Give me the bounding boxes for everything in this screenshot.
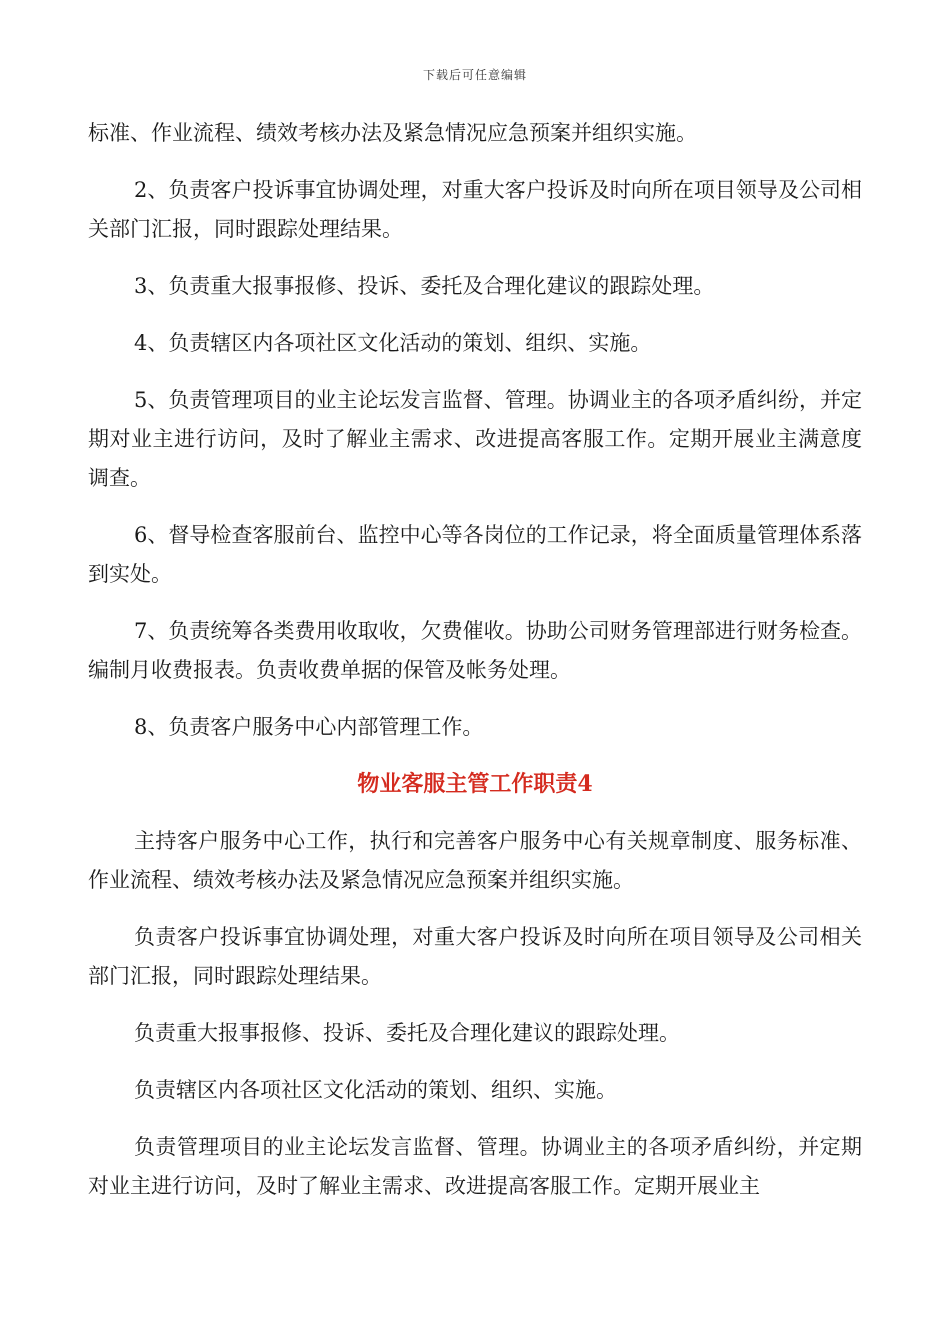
paragraph-forum: 负责管理项目的业主论坛发言监督、管理。协调业主的各项矛盾纠纷，并定期对业主进行访问，及时了解业主需求、改进提高客服工作。定期开展业主 xyxy=(88,1135,862,1198)
paragraph-item-2: 2、负责客户投诉事宜协调处理，对重大客户投诉及时向所在项目领导及公司相关部门汇报，同时跟踪处理结果。 xyxy=(88,178,862,241)
paragraph-item-3: 3、负责重大报事报修、投诉、委托及合理化建议的跟踪处理。 xyxy=(134,274,715,298)
paragraph-item-4: 4、负责辖区内各项社区文化活动的策划、组织、实施。 xyxy=(134,331,652,355)
paragraph-preside: 主持客户服务中心工作，执行和完善客户服务中心有关规章制度、服务标准、作业流程、绩效考核办法及紧急情况应急预案并组织实施。 xyxy=(88,829,862,892)
paragraph-repairs: 负责重大报事报修、投诉、委托及合理化建议的跟踪处理。 xyxy=(134,1021,680,1045)
header-note: 下载后可任意编辑 xyxy=(422,68,527,82)
paragraph-complaints: 负责客户投诉事宜协调处理，对重大客户投诉及时向所在项目领导及公司相关部门汇报，同时跟踪处理结果。 xyxy=(88,925,862,988)
paragraph-item-8: 8、负责客户服务中心内部管理工作。 xyxy=(134,715,484,739)
paragraph-continued-standards: 标准、作业流程、绩效考核办法及紧急情况应急预案并组织实施。 xyxy=(88,121,697,145)
paragraph-item-7: 7、负责统筹各类费用收取收，欠费催收。协助公司财务管理部进行财务检查。编制月收费报表。负责收费单据的保管及帐务处理。 xyxy=(88,619,862,682)
paragraph-item-6: 6、督导检查客服前台、监控中心等各岗位的工作记录，将全面质量管理体系落到实处。 xyxy=(88,523,862,586)
paragraph-activities: 负责辖区内各项社区文化活动的策划、组织、实施。 xyxy=(134,1078,617,1102)
paragraph-item-5: 5、负责管理项目的业主论坛发言监督、管理。协调业主的各项矛盾纠纷，并定期对业主进行访问，及时了解业主需求、改进提高客服工作。定期开展业主满意度调查。 xyxy=(88,388,862,490)
section-title: 物业客服主管工作职责4 xyxy=(357,771,593,797)
document-body xyxy=(88,114,862,1224)
